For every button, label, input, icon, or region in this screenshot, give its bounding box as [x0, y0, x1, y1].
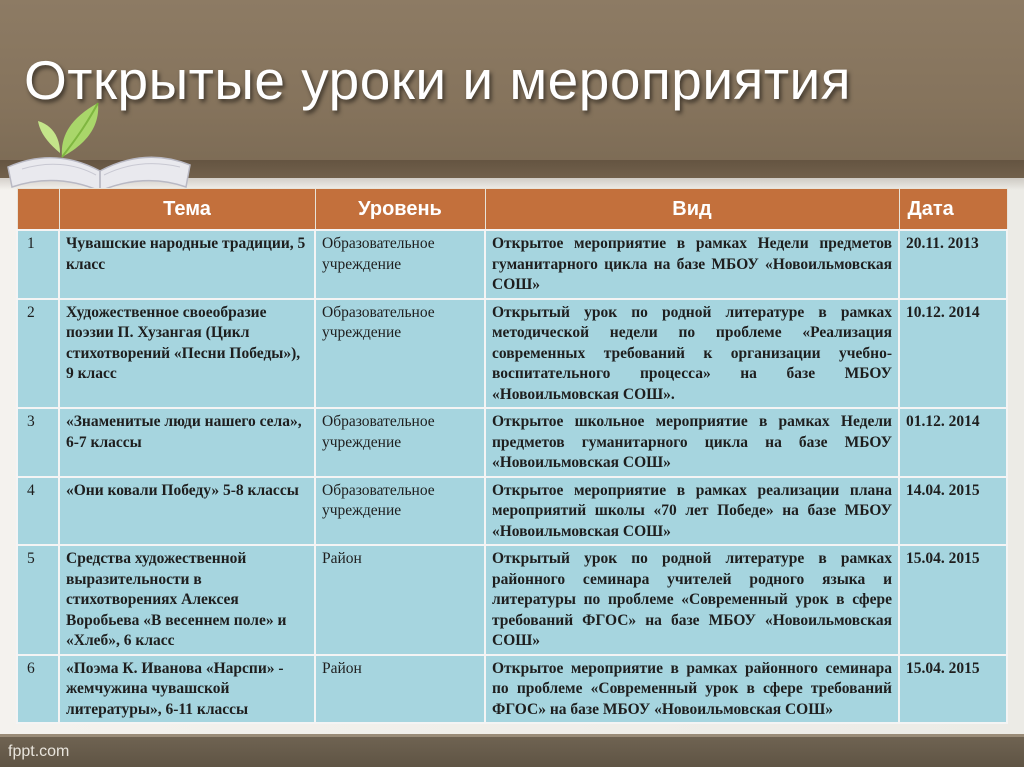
header-topic: Тема: [59, 189, 315, 231]
table-header-row: [17, 189, 1007, 231]
row-level: Образовательное учреждение: [315, 408, 485, 477]
row-kind: Открытое мероприятие в рамках районного семинара по проблеме «Современный урок в сфере требований ФГОС» на базе МБОУ «Новоильмовская СОШ»: [485, 655, 899, 724]
header-level: Уровень: [315, 189, 485, 231]
header-number: [17, 189, 59, 231]
row-number: 1: [17, 230, 59, 299]
row-level: Образовательное учреждение: [315, 299, 485, 409]
row-kind: Открытое мероприятие в рамках Недели предметов гуманитарного цикла на базе МБОУ «Новоильмовская СОШ»: [485, 230, 899, 299]
row-level: Район: [315, 655, 485, 724]
slide-title: Открытые уроки и мероприятия: [24, 49, 852, 111]
row-date: 20.11. 2013: [899, 230, 1007, 299]
events-table: [16, 188, 1008, 724]
table-row: [17, 299, 1007, 409]
row-topic: «Они ковали Победу» 5-8 классы: [59, 477, 315, 546]
row-date: 10.12. 2014: [899, 299, 1007, 409]
row-kind: Открытое школьное мероприятие в рамках Недели предметов гуманитарного цикла на базе МБОУ «Новоильмовская СОШ»: [485, 408, 899, 477]
row-number: 2: [17, 299, 59, 409]
footer-brand[interactable]: fppt.com: [8, 743, 70, 760]
header-kind: Вид: [485, 189, 899, 231]
table-row: [17, 408, 1007, 477]
row-date: 14.04. 2015: [899, 477, 1007, 546]
row-date: 15.04. 2015: [899, 545, 1007, 655]
table-row: [17, 655, 1007, 724]
table-row: [17, 230, 1007, 299]
footer-band: [0, 737, 1024, 767]
row-topic: Чувашские народные традиции, 5 класс: [59, 230, 315, 299]
row-date: 15.04. 2015: [899, 655, 1007, 724]
row-kind: Открытый урок по родной литературе в рамках районного семинара учителей родного языка и литературы по проблеме «Современный урок в сфере требований ФГОС» на базе МБОУ «Новоильмовская СОШ»: [485, 545, 899, 655]
row-topic: Средства художественной выразительности в стихотворениях Алексея Воробьева «В весеннем поле» и «Хлеб», 6 класс: [59, 545, 315, 655]
row-kind: Открытый урок по родной литературе в рамках методической недели по проблеме «Реализация современных требований к организации учебно-воспитательного процесса» на базе МБОУ «Новоильмовская СОШ».: [485, 299, 899, 409]
row-number: 3: [17, 408, 59, 477]
row-topic: «Поэма К. Иванова «Нарспи» - жемчужина чувашской литературы», 6-11 классы: [59, 655, 315, 724]
row-level: Образовательное учреждение: [315, 230, 485, 299]
row-number: 4: [17, 477, 59, 546]
row-number: 6: [17, 655, 59, 724]
table-row: [17, 477, 1007, 546]
header-date: Дата: [899, 189, 1007, 231]
row-date: 01.12. 2014: [899, 408, 1007, 477]
row-level: Район: [315, 545, 485, 655]
table-row: [17, 545, 1007, 655]
row-level: Образовательное учреждение: [315, 477, 485, 546]
row-topic: Художественное своеобразие поэзии П. Хузангая (Цикл стихотворений «Песни Победы»), 9 класс: [59, 299, 315, 409]
events-table-container: [16, 188, 1006, 724]
row-number: 5: [17, 545, 59, 655]
row-kind: Открытое мероприятие в рамках реализации плана мероприятий школы «70 лет Победе» на базе МБОУ «Новоильмовская СОШ»: [485, 477, 899, 546]
row-topic: «Знаменитые люди нашего села», 6-7 классы: [59, 408, 315, 477]
